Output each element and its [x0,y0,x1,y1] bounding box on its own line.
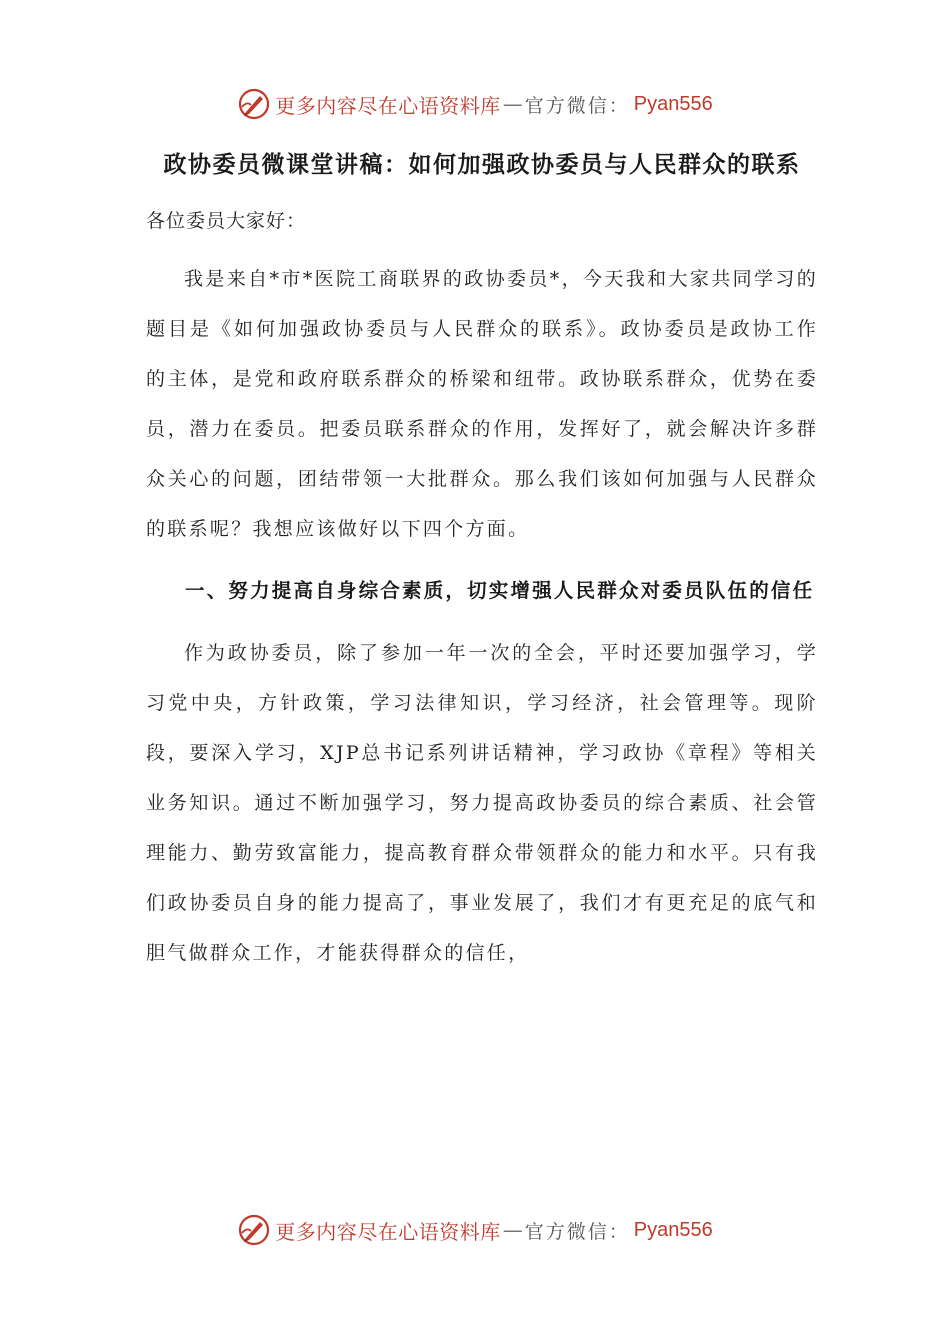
document-title: 政协委员微课堂讲稿：如何加强政协委员与人民群众的联系 [163,151,801,178]
pen-logo-icon [237,1213,271,1247]
watermark-label: 官方微信： [524,94,630,117]
watermark-wechat-id: Pyan556 [633,92,713,115]
pen-logo-icon [237,87,271,121]
footer-watermark [0,1208,950,1252]
header-watermark [0,82,950,126]
watermark-label: 官方微信： [524,1220,630,1243]
watermark-wechat-id: Pyan556 [633,1218,713,1241]
greeting: 各位委员大家好： [146,210,307,232]
watermark-prefix: 更多内容尽在心语资料库 [275,1219,501,1244]
document-body [146,140,818,990]
watermark-prefix: 更多内容尽在心语资料库 [275,93,501,118]
section-heading-1: 一、努力提高自身综合素质，切实增强人民群众对委员队伍的信任 [185,579,815,602]
section-1-paragraph: 作为政协委员，除了参加一年一次的全会，平时还要加强学习，学习党中央，方针政策，学习法律知识，学习经济，社会管理等。现阶段，要深入学习，XJP总书记系列讲话精神，学习政协《章程》等相关业务知识。通过不断加强学习，努力提高政协委员的综合素质、社会管理能力、勤劳致富能力，提高教育群众带领群众的能力和水平。只有我们政协委员自身的能力提高了，事业发展了，我们才有更充足的底气和胆气做群众工作，才能获得群众的信任， [146,642,818,964]
intro-paragraph: 我是来自*市*医院工商联界的政协委员*，今天我和大家共同学习的题目是《如何加强政协委员与人民群众的联系》。政协委员是政协工作的主体，是党和政府联系群众的桥梁和纽带。政协联系群众，优势在委员，潜力在委员。把委员联系群众的作用，发挥好了，就会解决许多群众关心的问题，团结带领一大批群众。那么我们该如何加强与人民群众的联系呢？我想应该做好以下四个方面。 [146,268,818,540]
watermark-dash: — [502,1218,523,1242]
watermark-dash: — [502,92,523,116]
